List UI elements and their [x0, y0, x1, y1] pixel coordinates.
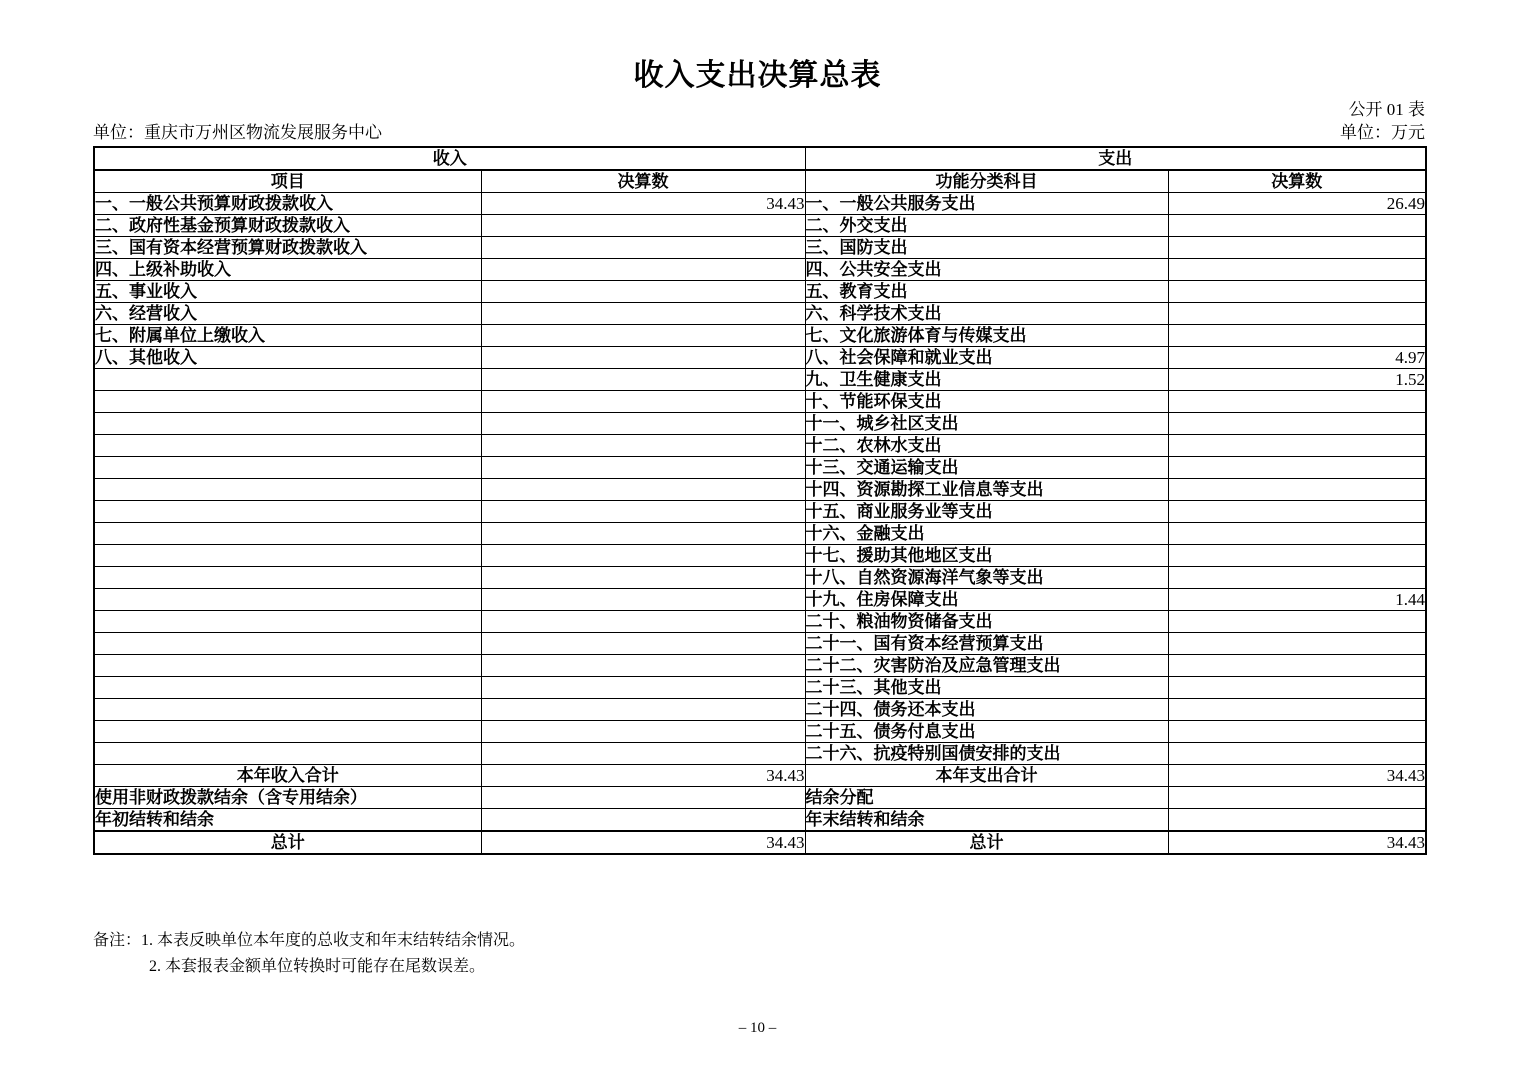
income-item-value	[481, 413, 805, 435]
expense-item-value	[1168, 457, 1426, 479]
expense-item-label: 六、科学技术支出	[805, 303, 1168, 325]
table-row	[94, 567, 1426, 589]
income-item-value	[481, 369, 805, 391]
expense-item-label: 一、一般公共服务支出	[805, 193, 1168, 215]
table-row	[94, 237, 1426, 259]
column-header-row	[94, 170, 1426, 193]
income-item-label	[94, 611, 481, 633]
expense-item-value: 1.52	[1168, 369, 1426, 391]
table-row	[94, 699, 1426, 721]
income-item-value	[481, 303, 805, 325]
expense-item-value	[1168, 215, 1426, 237]
expense-item-label: 十六、金融支出	[805, 523, 1168, 545]
income-item-label	[94, 545, 481, 567]
income-item-value	[481, 325, 805, 347]
income-item-value	[481, 721, 805, 743]
income-item-label: 五、事业收入	[94, 281, 481, 303]
table-row	[94, 413, 1426, 435]
expense-item-value	[1168, 699, 1426, 721]
income-footer-value	[481, 787, 805, 809]
expense-item-label: 二十、粮油物资储备支出	[805, 611, 1168, 633]
table-body	[94, 193, 1426, 855]
expense-item-label: 十八、自然资源海洋气象等支出	[805, 567, 1168, 589]
expense-item-value	[1168, 413, 1426, 435]
income-footer-label: 本年收入合计	[94, 765, 481, 787]
table-row	[94, 347, 1426, 369]
income-item-label	[94, 655, 481, 677]
expense-item-label: 二、外交支出	[805, 215, 1168, 237]
table-footer-row	[94, 765, 1426, 787]
expense-footer-value	[1168, 809, 1426, 832]
expense-item-label: 十、节能环保支出	[805, 391, 1168, 413]
income-footer-value	[481, 809, 805, 832]
income-item-value	[481, 457, 805, 479]
expense-item-label: 四、公共安全支出	[805, 259, 1168, 281]
income-footer-label: 总计	[94, 831, 481, 854]
income-item-value	[481, 215, 805, 237]
income-footer-label: 年初结转和结余	[94, 809, 481, 832]
table-row	[94, 435, 1426, 457]
table-row	[94, 215, 1426, 237]
table-row	[94, 369, 1426, 391]
income-item-label	[94, 743, 481, 765]
note-text: 2. 本套报表金额单位转换时可能存在尾数误差。	[149, 958, 486, 975]
expense-item-value	[1168, 655, 1426, 677]
income-item-label: 八、其他收入	[94, 347, 481, 369]
expense-item-value: 4.97	[1168, 347, 1426, 369]
table-row	[94, 479, 1426, 501]
expense-item-value	[1168, 633, 1426, 655]
unit-name: 单位：重庆市万州区物流发展服务中心	[93, 123, 382, 142]
expense-item-value	[1168, 721, 1426, 743]
income-item-value	[481, 567, 805, 589]
income-item-value	[481, 281, 805, 303]
income-item-label: 七、附属单位上缴收入	[94, 325, 481, 347]
table-row	[94, 501, 1426, 523]
expense-item-value	[1168, 523, 1426, 545]
table-row	[94, 589, 1426, 611]
income-item-label	[94, 391, 481, 413]
page-title: 收入支出决算总表	[633, 59, 882, 92]
expense-item-label: 十五、商业服务业等支出	[805, 501, 1168, 523]
expense-item-label: 二十五、债务付息支出	[805, 721, 1168, 743]
expense-item-label: 二十二、灾害防治及应急管理支出	[805, 655, 1168, 677]
expense-item-label: 五、教育支出	[805, 281, 1168, 303]
income-item-label	[94, 567, 481, 589]
expense-item-value	[1168, 501, 1426, 523]
expense-item-value	[1168, 743, 1426, 765]
expense-footer-label: 结余分配	[805, 787, 1168, 809]
income-item-label	[94, 501, 481, 523]
income-item-label	[94, 479, 481, 501]
income-item-value	[481, 435, 805, 457]
expense-item-value	[1168, 303, 1426, 325]
expense-footer-value: 34.43	[1168, 831, 1426, 854]
column-header-function: 功能分类科目	[805, 170, 1168, 193]
income-item-label: 四、上级补助收入	[94, 259, 481, 281]
expense-item-label: 十九、住房保障支出	[805, 589, 1168, 611]
income-item-value	[481, 545, 805, 567]
note-text: 1. 本表反映单位本年度的总收支和年末结转结余情况。	[141, 932, 526, 949]
income-item-value	[481, 743, 805, 765]
expense-footer-label: 年末结转和结余	[805, 809, 1168, 832]
income-item-value	[481, 237, 805, 259]
table-row	[94, 193, 1426, 215]
expense-footer-label: 总计	[805, 831, 1168, 854]
unit-row	[93, 118, 1425, 143]
income-item-label	[94, 413, 481, 435]
income-item-label	[94, 721, 481, 743]
expense-section-header: 支出	[805, 147, 1426, 170]
column-header-income-amount: 决算数	[481, 170, 805, 193]
income-item-value	[481, 347, 805, 369]
table-footer-row	[94, 787, 1426, 809]
table-row	[94, 633, 1426, 655]
expense-item-label: 十四、资源勘探工业信息等支出	[805, 479, 1168, 501]
table-footer-row	[94, 809, 1426, 832]
expense-item-label: 七、文化旅游体育与传媒支出	[805, 325, 1168, 347]
expense-item-value	[1168, 281, 1426, 303]
expense-item-value	[1168, 567, 1426, 589]
unit-currency: 单位：万元	[1340, 123, 1425, 142]
income-item-label	[94, 369, 481, 391]
table-footer-row	[94, 831, 1426, 854]
expense-item-value	[1168, 325, 1426, 347]
expense-item-label: 二十六、抗疫特别国债安排的支出	[805, 743, 1168, 765]
expense-item-label: 二十四、债务还本支出	[805, 699, 1168, 721]
table-row	[94, 325, 1426, 347]
expense-item-value	[1168, 391, 1426, 413]
expense-item-value	[1168, 677, 1426, 699]
expense-item-label: 三、国防支出	[805, 237, 1168, 259]
income-item-label	[94, 633, 481, 655]
income-item-value	[481, 611, 805, 633]
expense-item-label: 十三、交通运输支出	[805, 457, 1168, 479]
expense-item-value	[1168, 611, 1426, 633]
notes-label: 备注：	[93, 932, 142, 949]
income-item-value	[481, 699, 805, 721]
income-item-label: 二、政府性基金预算财政拨款收入	[94, 215, 481, 237]
column-header-item: 项目	[94, 170, 481, 193]
income-item-value	[481, 479, 805, 501]
table-row	[94, 523, 1426, 545]
expense-item-value	[1168, 237, 1426, 259]
income-item-value	[481, 391, 805, 413]
table-row	[94, 721, 1426, 743]
note-line	[93, 928, 525, 954]
income-footer-value: 34.43	[481, 831, 805, 854]
income-item-value	[481, 589, 805, 611]
income-item-label	[94, 435, 481, 457]
expense-item-value	[1168, 479, 1426, 501]
expense-item-value	[1168, 259, 1426, 281]
expense-item-label: 十二、农林水支出	[805, 435, 1168, 457]
income-item-label	[94, 523, 481, 545]
expense-item-value	[1168, 545, 1426, 567]
income-item-value	[481, 655, 805, 677]
expense-item-label: 二十一、国有资本经营预算支出	[805, 633, 1168, 655]
table-row	[94, 743, 1426, 765]
income-item-label	[94, 589, 481, 611]
expense-footer-value	[1168, 787, 1426, 809]
table-row	[94, 655, 1426, 677]
column-header-expense-amount: 决算数	[1168, 170, 1426, 193]
table-row	[94, 457, 1426, 479]
table-row	[94, 303, 1426, 325]
expense-item-label: 十七、援助其他地区支出	[805, 545, 1168, 567]
summary-table	[93, 146, 1427, 855]
table-row	[94, 391, 1426, 413]
income-item-label	[94, 457, 481, 479]
income-item-label: 一、一般公共预算财政拨款收入	[94, 193, 481, 215]
table-row	[94, 259, 1426, 281]
income-item-value	[481, 633, 805, 655]
table-row	[94, 545, 1426, 567]
expense-footer-label: 本年支出合计	[805, 765, 1168, 787]
doc-label: 公开 01 表	[1348, 100, 1425, 119]
notes	[93, 928, 525, 980]
income-item-label: 三、国有资本经营预算财政拨款收入	[94, 237, 481, 259]
income-item-value	[481, 523, 805, 545]
income-item-label	[94, 677, 481, 699]
income-item-value	[481, 259, 805, 281]
income-item-value	[481, 677, 805, 699]
income-section-header: 收入	[94, 147, 805, 170]
expense-item-label: 十一、城乡社区支出	[805, 413, 1168, 435]
income-item-value	[481, 501, 805, 523]
table-row	[94, 281, 1426, 303]
expense-footer-value: 34.43	[1168, 765, 1426, 787]
expense-item-value: 1.44	[1168, 589, 1426, 611]
income-item-label	[94, 699, 481, 721]
table-row	[94, 677, 1426, 699]
income-item-value: 34.43	[481, 193, 805, 215]
expense-item-label: 九、卫生健康支出	[805, 369, 1168, 391]
expense-item-label: 二十三、其他支出	[805, 677, 1168, 699]
table-row	[94, 611, 1426, 633]
expense-item-label: 八、社会保障和就业支出	[805, 347, 1168, 369]
page-number: – 10 –	[738, 1020, 777, 1036]
expense-item-value: 26.49	[1168, 193, 1426, 215]
income-item-label: 六、经营收入	[94, 303, 481, 325]
income-footer-value: 34.43	[481, 765, 805, 787]
section-header-row	[94, 147, 1426, 170]
income-footer-label: 使用非财政拨款结余（含专用结余）	[94, 787, 481, 809]
expense-item-value	[1168, 435, 1426, 457]
note-line	[93, 954, 525, 980]
